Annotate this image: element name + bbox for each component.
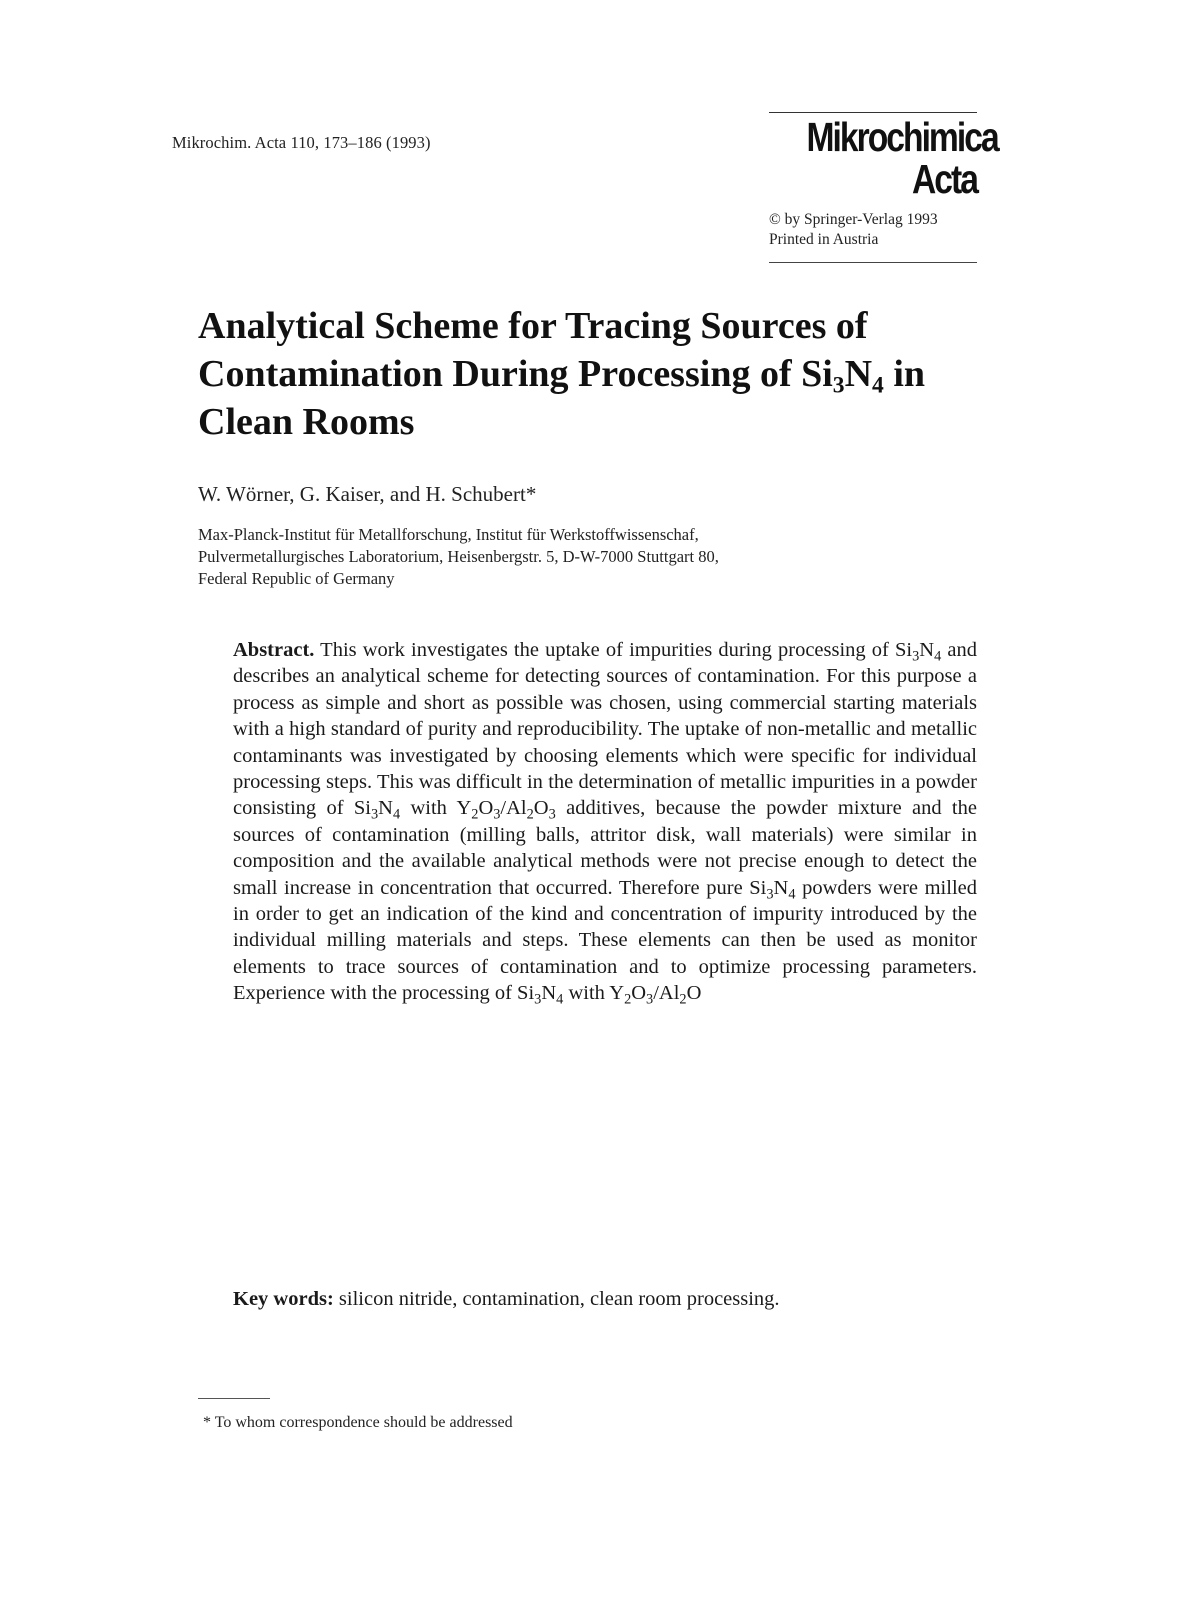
abstract-label: Abstract. xyxy=(233,639,315,661)
masthead-top-rule xyxy=(769,112,977,113)
footnote: * To whom correspondence should be addressed xyxy=(203,1414,513,1431)
copyright-line: © by Springer-Verlag 1993 xyxy=(769,211,938,228)
affiliation-line: Federal Republic of Germany xyxy=(198,569,395,588)
abstract-paragraph: Abstract. This work investigates the uptake of impurities during processing of $Si_3N_4$ and describes an analytical scheme for detecting sources of contamination. For this purpose a process as simple and short as possible was chosen, using commercial starting materials with a high standard of purity and reproducibility. The uptake of non-metallic and metallic contaminants was investigated by choosing elements which were specific for individual processing steps. This was difficult in the determination of metallic impurities in a powder consisting of $Si_3N_4$ with $Y_2O_3/Al_2O_3$ additives, because the powder mixture and the sources of contamination (milling balls, attritor disk, wall materials) were similar in composition and the available analytical methods were not precise enough to detect the small increase in concentration that occurred. Therefore pure $Si_3N_4$ powders were milled in order to get an indication of the kind and concentration of impurity introduced by the individual milling materials and steps. These elements can then be used as monitor elements to trace sources of contamination and to optimize processing parameters. Experience with the processing of $Si_3N_4$ with $Y_2O_3/Al_2O$ xyxy=(233,639,977,1008)
publisher-info xyxy=(769,210,977,250)
journal-citation: Mikrochim. Acta 110, 173–186 (1993) xyxy=(172,133,431,152)
article-title: Analytical Scheme for Tracing Sources of Contamination During Processing of $Si_3N_4$ in Clean Rooms xyxy=(198,305,926,443)
affiliation-line: Pulvermetallurgisches Laboratorium, Heisenbergstr. 5, D-W-7000 Stuttgart 80, xyxy=(198,547,719,566)
journal-logo xyxy=(806,114,998,202)
journal-logo-line2: Acta xyxy=(911,156,977,202)
author-affiliation xyxy=(198,524,958,590)
keywords-label: Key words: xyxy=(233,1288,334,1310)
author-list: W. Wörner, G. Kaiser, and H. Schubert* xyxy=(198,482,537,506)
affiliation-line: Max-Planck-Institut für Metallforschung, Institut für Werkstoffwissenschaf, xyxy=(198,525,699,544)
masthead-bottom-rule xyxy=(769,262,977,263)
footnote-divider xyxy=(198,1398,270,1399)
keywords-line xyxy=(233,1288,977,1311)
journal-logo-line1: Mikrochimica xyxy=(806,114,998,160)
printed-line: Printed in Austria xyxy=(769,231,879,248)
keywords-text: silicon nitride, contamination, clean room processing. xyxy=(333,1288,780,1310)
journal-masthead xyxy=(769,112,998,263)
